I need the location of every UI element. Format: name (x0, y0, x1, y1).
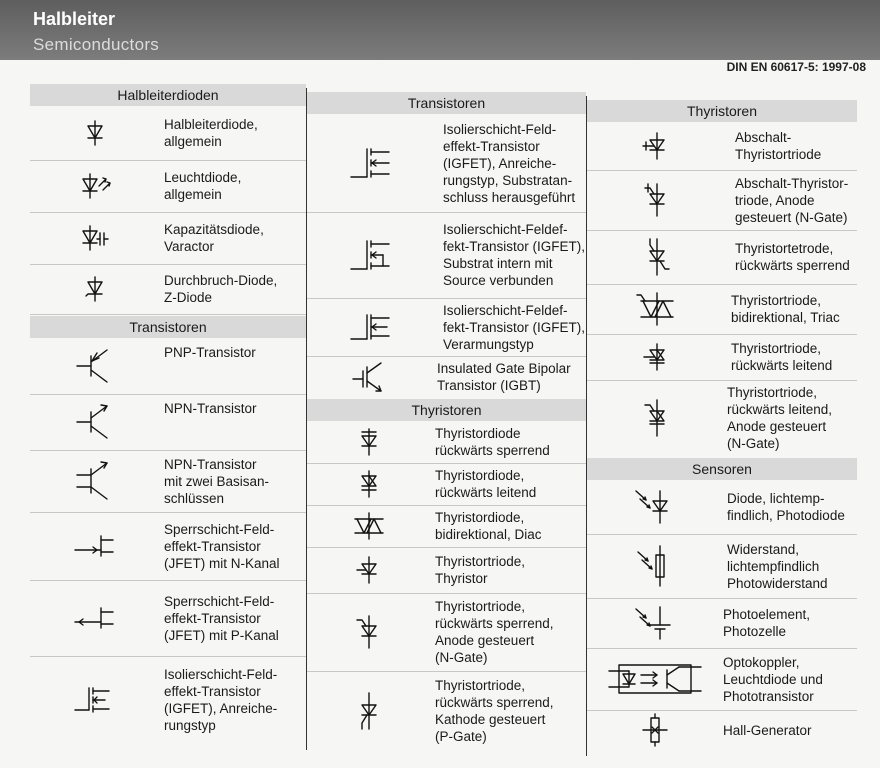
page-title: Halbleiter (33, 9, 116, 29)
symbol-label: Isolierschicht-Feld- effekt-Transistor (IGFET), Anreiche- rungstyp (164, 667, 278, 733)
symbol-label: Widerstand, lichtempfindlich Photowiderstand (727, 541, 828, 591)
pnp-transistor-symbol-icon (30, 338, 160, 394)
column-1 (30, 84, 306, 754)
symbol-row (587, 710, 857, 750)
symbol-row (30, 580, 306, 657)
symbol-row (30, 394, 306, 451)
symbol-label: Insulated Gate Bipolar Transistor (IGBT) (437, 361, 571, 393)
symbol-row (307, 356, 586, 398)
npn-transistor-symbol-icon (30, 394, 160, 450)
symbol-label: Thyristortriode, rückwärts sperrend, Anode gesteuert (N-Gate) (435, 599, 554, 665)
symbol-label: Diode, lichtemp- findlich, Photodiode (727, 491, 845, 523)
symbol-label: Isolierschicht-Feldef- fekt-Transistor (IGFET), Substrat intern mit Source verbunden (443, 222, 586, 288)
igfet-substrate-lead-symbol-icon (307, 114, 439, 212)
igbt-symbol-icon (307, 356, 439, 398)
thyristor-tetrode-symbol-icon (587, 230, 727, 284)
section-header: Transistoren (307, 92, 586, 114)
symbol-label: NPN-Transistor mit zwei Basisan- schlüssen (164, 456, 270, 506)
column-3 (587, 100, 857, 752)
symbol-row (307, 547, 586, 594)
page-header (0, 0, 880, 60)
varactor-symbol-icon (30, 212, 160, 264)
symbol-row (587, 334, 857, 381)
jfet-p-channel-symbol-icon (30, 580, 160, 656)
symbol-label: Halbleiterdiode, allgemein (164, 117, 258, 149)
column-2 (307, 92, 586, 752)
symbol-row (307, 505, 586, 548)
symbol-label: Abschalt- Thyristortriode (735, 130, 822, 162)
gto-thyristor-symbol-icon (587, 122, 727, 170)
igfet-substrate-source-symbol-icon (307, 212, 439, 298)
symbol-row (587, 598, 857, 649)
symbol-label: Thyristortriode, rückwärts sperrend, Kathode gesteuert (P-Gate) (435, 678, 554, 744)
symbol-label: Thyristortriode, rückwärts leitend (731, 341, 833, 373)
thyristor-cathode-gate-symbol-icon (307, 671, 431, 751)
symbol-label: Hall-Generator (723, 722, 812, 738)
symbol-row (30, 512, 306, 581)
photoresistor-symbol-icon (587, 534, 723, 598)
symbol-label: Abschalt-Thyristor- triode, Anode gesteuert (N-Gate) (735, 175, 849, 225)
thyristor-diode-reverse-blocking-icon (307, 421, 431, 463)
diode-symbol-icon (30, 106, 160, 160)
standard-reference: DIN EN 60617-5: 1997-08 (726, 60, 866, 74)
symbol-label: Thyristordiode, rückwärts leitend (435, 468, 537, 500)
symbol-label: Optokoppler, Leuchtdiode und Phototransistor (723, 654, 823, 704)
optocoupler-symbol-icon (587, 648, 723, 710)
symbol-row (307, 212, 586, 299)
symbol-row (30, 212, 306, 265)
photodiode-symbol-icon (587, 480, 723, 534)
symbol-row (30, 264, 306, 315)
photocell-symbol-icon (587, 598, 723, 648)
symbol-label: PNP-Transistor (164, 345, 256, 360)
symbol-row (307, 421, 586, 464)
symbol-row (307, 671, 586, 751)
symbol-row (30, 338, 306, 395)
thyristor-reverse-conducting-symbol-icon (587, 334, 727, 380)
symbol-row (307, 114, 586, 213)
npn-two-base-transistor-symbol-icon (30, 450, 160, 512)
jfet-n-channel-symbol-icon (30, 512, 160, 580)
symbol-label: Leuchtdiode, allgemein (164, 170, 242, 202)
zener-diode-symbol-icon (30, 264, 160, 314)
symbol-row (30, 656, 306, 744)
symbol-row (587, 380, 857, 456)
section-header: Transistoren (30, 316, 306, 338)
symbol-label: Thyristortetrode, rückwärts sperrend (735, 241, 850, 273)
symbol-label: Photoelement, Photozelle (723, 607, 811, 639)
thyristor-anode-gate-symbol-icon (307, 593, 431, 671)
symbol-row (30, 160, 306, 213)
thyristor-reverse-conducting-anode-gate-symbol-icon (587, 380, 727, 456)
symbol-row (307, 593, 586, 672)
thyristor-diode-reverse-conducting-icon (307, 463, 431, 505)
symbol-row (307, 463, 586, 506)
symbol-row (587, 230, 857, 285)
symbol-row (587, 648, 857, 711)
symbol-label: NPN-Transistor (164, 401, 257, 416)
section-header: Halbleiterdioden (30, 84, 306, 106)
symbol-label: Isolierschicht-Feld- effekt-Transistor (IGFET), Anreiche- rungstyp, Substratan- schluss herausgeführt (443, 121, 576, 205)
symbol-label: Thyristordiode rückwärts sperrend (435, 426, 550, 458)
diac-symbol-icon (307, 505, 431, 547)
triac-symbol-icon (587, 284, 727, 334)
symbol-label: Thyristortriode, rückwärts leitend, Anode gesteuert (N-Gate) (727, 385, 833, 451)
symbol-row (587, 534, 857, 599)
igfet-depletion-symbol-icon (307, 298, 439, 356)
thyristor-triode-symbol-icon (307, 547, 431, 593)
symbol-row (587, 122, 857, 171)
symbol-label: Sperrschicht-Feld- effekt-Transistor (JFET) mit N-Kanal (164, 521, 280, 571)
symbol-row (587, 480, 857, 535)
section-header: Thyristoren (307, 399, 586, 421)
led-symbol-icon (30, 160, 160, 212)
section-header: Sensoren (587, 458, 857, 480)
symbol-row (30, 106, 306, 161)
gto-thyristor-anode-gate-symbol-icon (587, 170, 727, 230)
symbol-label: Thyristortriode, bidirektional, Triac (731, 293, 840, 325)
symbol-label: Kapazitätsdiode, Varactor (164, 222, 264, 254)
symbol-row (587, 284, 857, 335)
symbol-row (307, 298, 586, 357)
section-header: Thyristoren (587, 100, 857, 122)
igfet-enhancement-symbol-icon (30, 656, 160, 744)
symbol-label: Thyristordiode, bidirektional, Diac (435, 510, 542, 542)
symbol-row (587, 170, 857, 231)
symbol-label: Isolierschicht-Feldef- fekt-Transistor (IGFET), Verarmungstyp (443, 302, 586, 352)
symbol-label: Thyristortriode, Thyristor (435, 554, 526, 586)
hall-generator-symbol-icon (587, 710, 723, 750)
symbol-label: Durchbruch-Diode, Z-Diode (164, 273, 278, 305)
page-subtitle: Semiconductors (33, 35, 160, 54)
symbol-label: Sperrschicht-Feld- effekt-Transistor (JFET) mit P-Kanal (164, 593, 279, 643)
symbol-row (30, 450, 306, 513)
